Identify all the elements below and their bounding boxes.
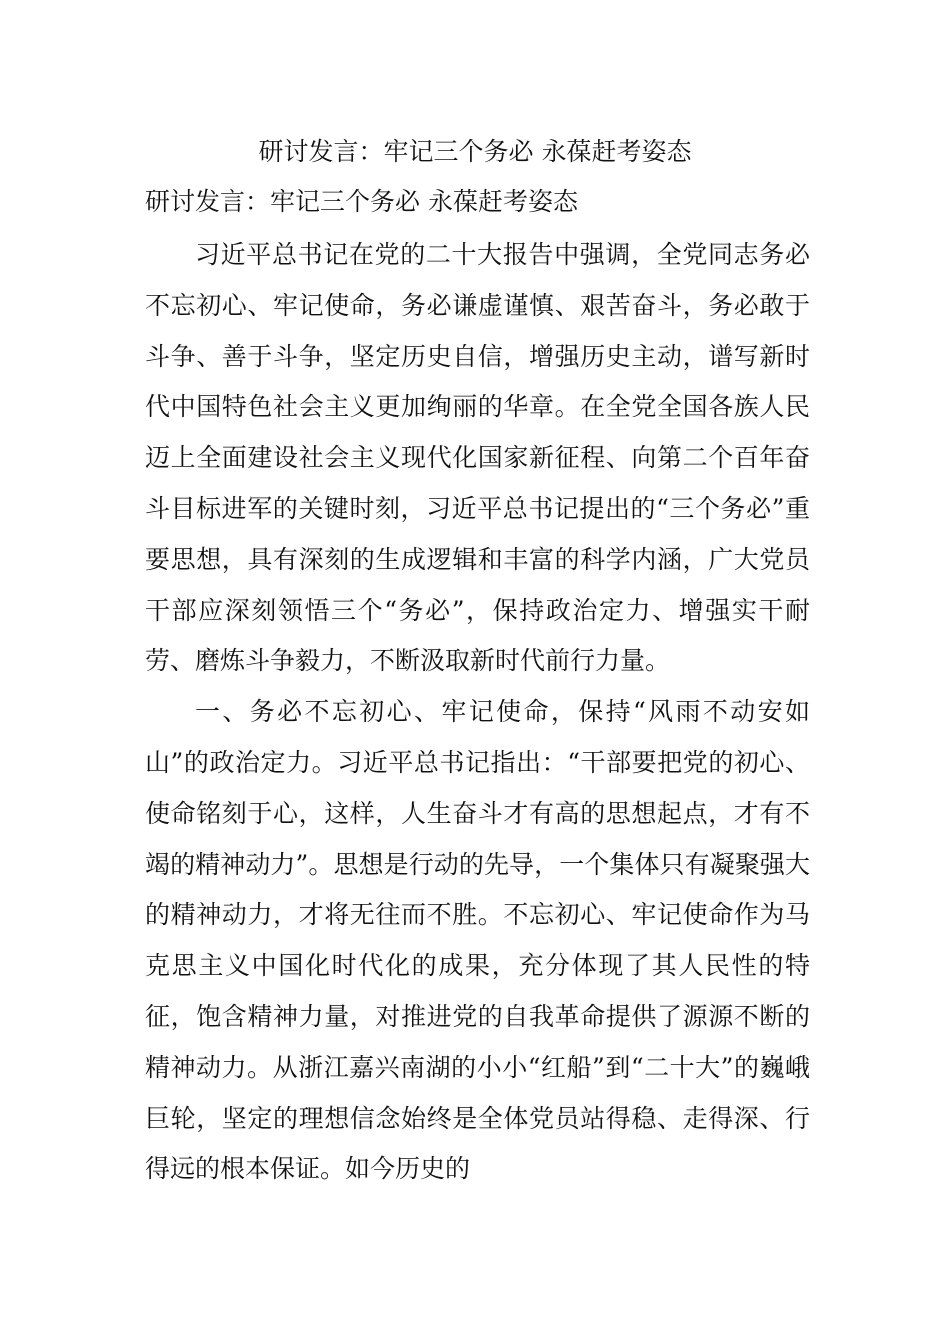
document-subtitle: 研讨发言：牢记三个务必 永葆赶考姿态 — [145, 187, 578, 216]
document-body — [145, 230, 810, 1195]
body-paragraph-section-one: 一、务必不忘初心、牢记使命，保持“风雨不动安如山”的政治定力。习近平总书记指出：“干部要把党的初心、使命铭刻于心，这样，人生奋斗才有高的思想起点，才有不竭的精神动力”。思想是行动的先导，一个集体只有凝聚强大的精神动力，才将无往而不胜。不忘初心、牢记使命作为马克思主义中国化时代化的成果，充分体现了其人民性的特征，饱含精神力量，对推进党的自我革命提供了源源不断的精神动力。从浙江嘉兴南湖的小小“红船”到“二十大”的巍峨巨轮，坚定的理想信念始终是全体党员站得稳、走得深、行得远的根本保证。如今历史的 — [145, 697, 810, 1184]
document-title: 研讨发言：牢记三个务必 永葆赶考姿态 — [258, 137, 692, 166]
body-paragraph-intro: 习近平总书记在党的二十大报告中强调，全党同志务必不忘初心、牢记使命，务必谦虚谨慎、艰苦奋斗，务必敢于斗争、善于斗争，坚定历史自信，增强历史主动，谱写新时代中国特色社会主义更加绚丽的华章。在全党全国各族人民迈上全面建设社会主义现代化国家新征程、向第二个百年奋斗目标进军的关键时刻，习近平总书记提出的“三个务必”重要思想，具有深刻的生成逻辑和丰富的科学内涵，广大党员干部应深刻领悟三个“务必”，保持政治定力、增强实干耐劳、磨炼斗争毅力，不断汲取新时代前行力量。 — [145, 240, 810, 676]
